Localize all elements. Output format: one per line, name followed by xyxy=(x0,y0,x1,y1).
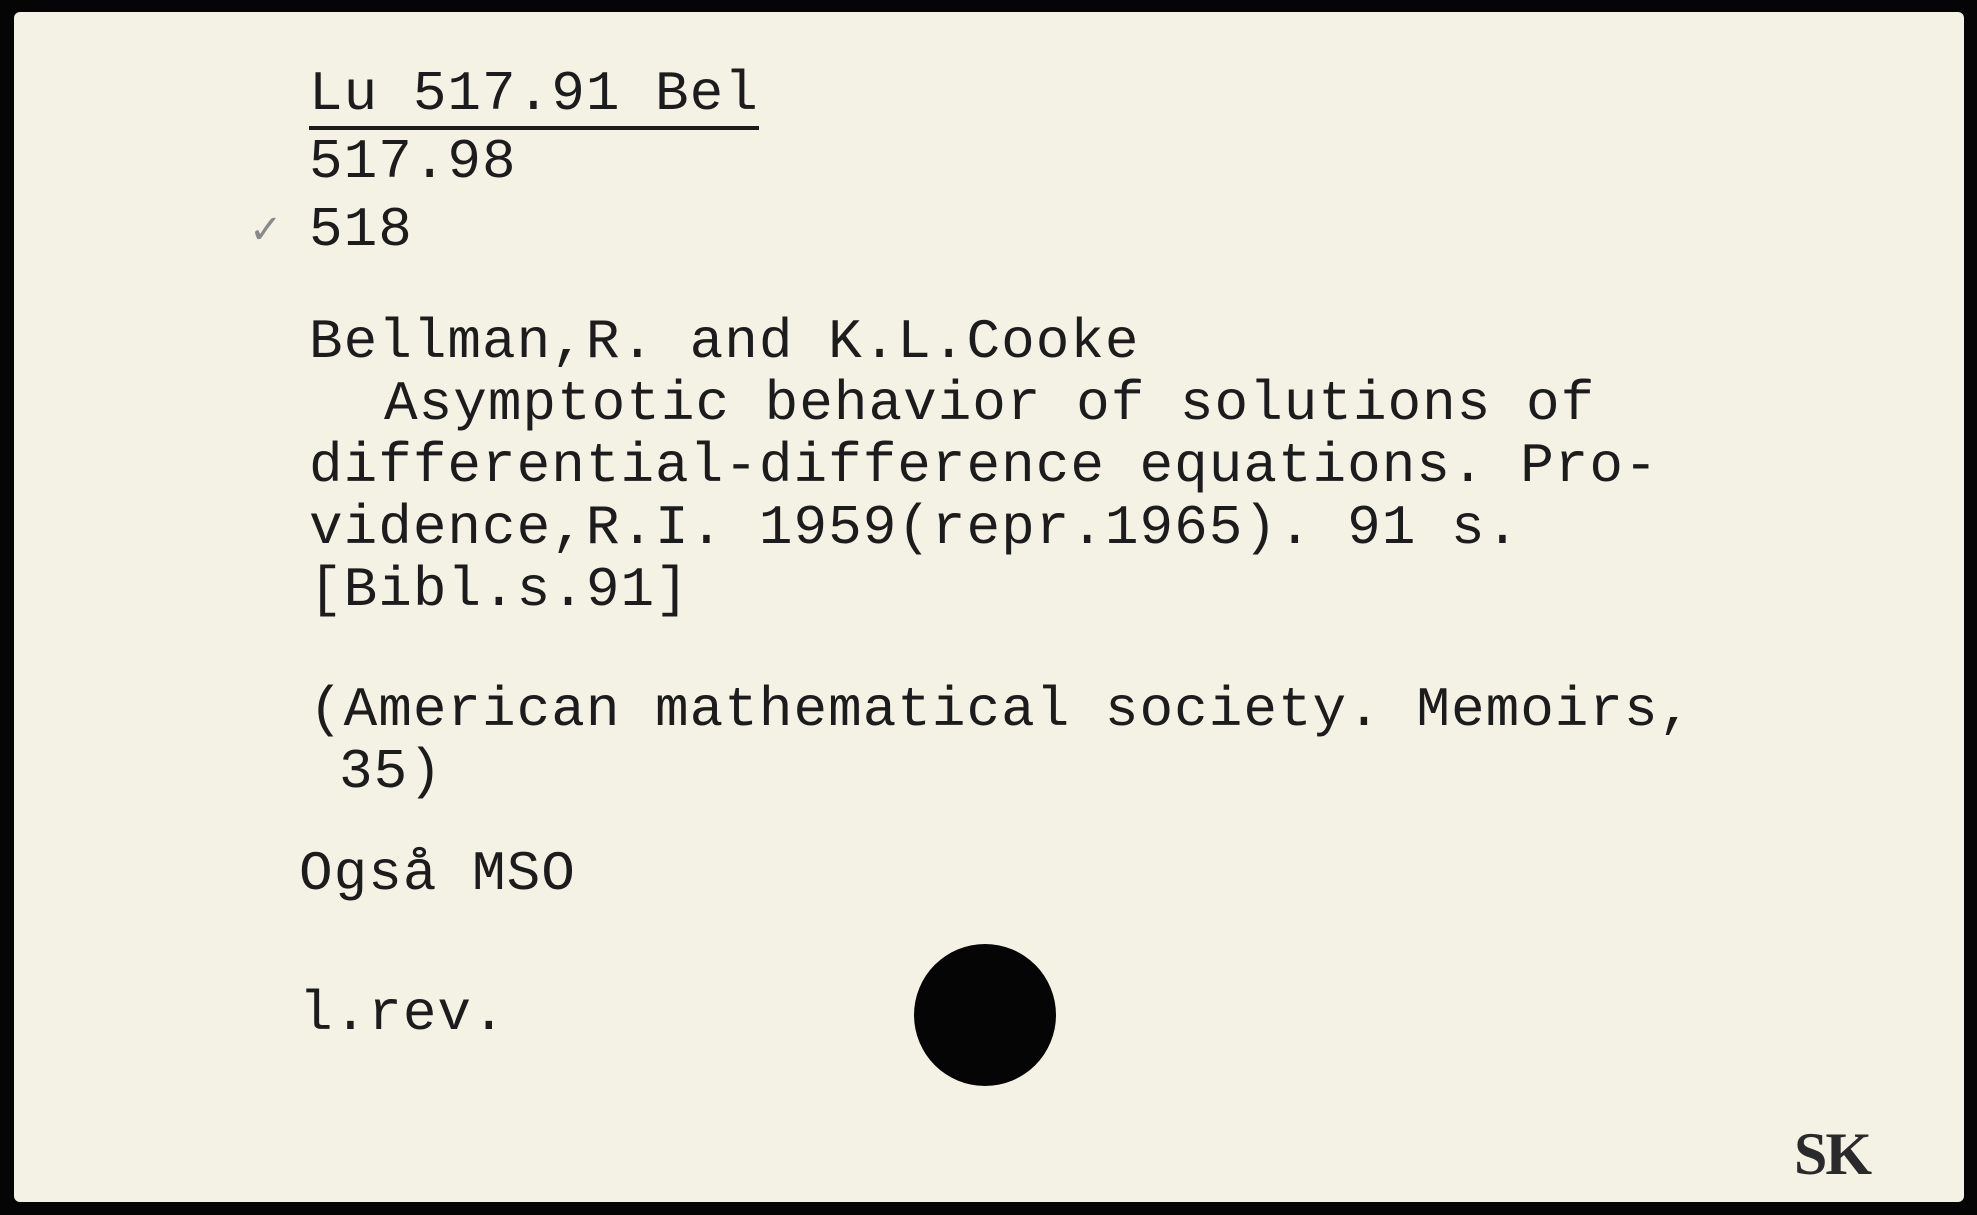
revision-note: l.rev. xyxy=(299,982,507,1046)
check-mark-icon: ✓ xyxy=(249,207,283,253)
title-line-2: differential-difference equations. Pro- xyxy=(309,434,1659,498)
call-number-secondary: 517.98 xyxy=(309,130,517,194)
series-line-2: 35) xyxy=(339,740,443,804)
call-number-primary: Lu 517.91 Bel xyxy=(309,64,759,130)
bibliography-note: [Bibl.s.91] xyxy=(309,558,690,622)
call-number-tertiary: 518 xyxy=(309,198,413,262)
series-line-1: (American mathematical society. Memoirs, xyxy=(309,678,1694,742)
title-line-1: Asymptotic behavior of solutions of xyxy=(384,372,1596,436)
catalog-card xyxy=(14,12,1964,1202)
title-line-3: vidence,R.I. 1959(repr.1965). 91 s. xyxy=(309,496,1521,560)
author-line: Bellman,R. and K.L.Cooke xyxy=(309,310,1140,374)
sk-stamp: SK xyxy=(1794,1121,1871,1187)
punch-hole xyxy=(914,944,1056,1086)
also-note: Også MSO xyxy=(299,842,576,906)
